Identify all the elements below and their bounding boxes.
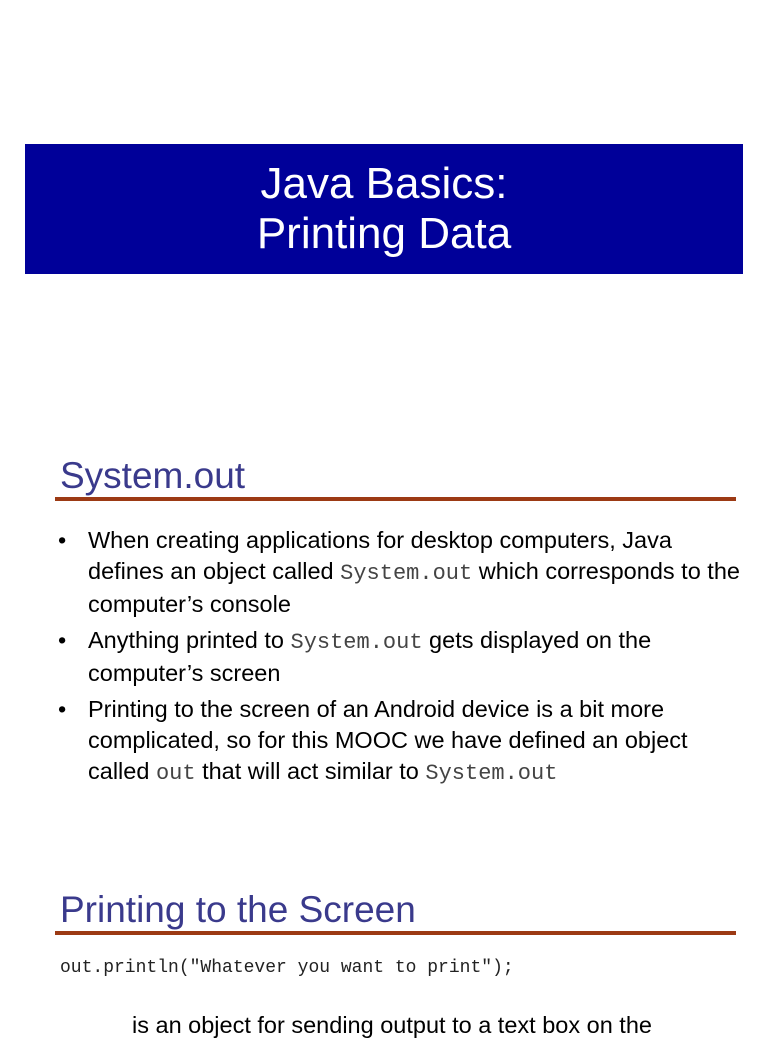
inline-code: System.out — [425, 761, 558, 786]
bullet-text: When creating applications for desktop computers, Java defines an object called — [88, 527, 672, 584]
section-heading-printing-to-screen: Printing to the Screen — [60, 889, 416, 930]
bullet-text: gets displayed on the computer’s screen — [88, 627, 652, 686]
partial-text: is an object for sending output to a text box on the — [132, 1012, 652, 1038]
title-line-1: Java Basics: — [260, 159, 508, 208]
bullet-text: that will act similar to — [195, 758, 426, 784]
bullet-list — [58, 525, 748, 794]
inline-code: System.out — [290, 630, 423, 655]
inline-code: out — [155, 761, 196, 786]
title-banner — [25, 144, 743, 274]
inline-code: System.out — [340, 561, 473, 586]
code-line: out.println("Whatever you want to print"); — [60, 958, 514, 978]
bullet-dot: • — [58, 627, 67, 653]
bullet-dot: • — [58, 527, 67, 553]
heading-rule — [55, 497, 736, 501]
title-line-2: Printing Data — [256, 209, 512, 258]
heading-rule — [55, 931, 736, 935]
bullet-item — [58, 625, 748, 689]
bullet-text: Anything printed to — [88, 627, 291, 653]
bullet-item — [58, 694, 748, 789]
bullet-text: which corresponds to the computer’s console — [88, 558, 740, 617]
section-heading-system-out: System.out — [60, 455, 246, 496]
bullet-text: Printing to the screen of an Android device is a bit more complicated, so for this MOOC we have defined an object called — [88, 696, 688, 784]
bullet-dot: • — [58, 696, 67, 722]
bullet-item — [58, 525, 748, 620]
